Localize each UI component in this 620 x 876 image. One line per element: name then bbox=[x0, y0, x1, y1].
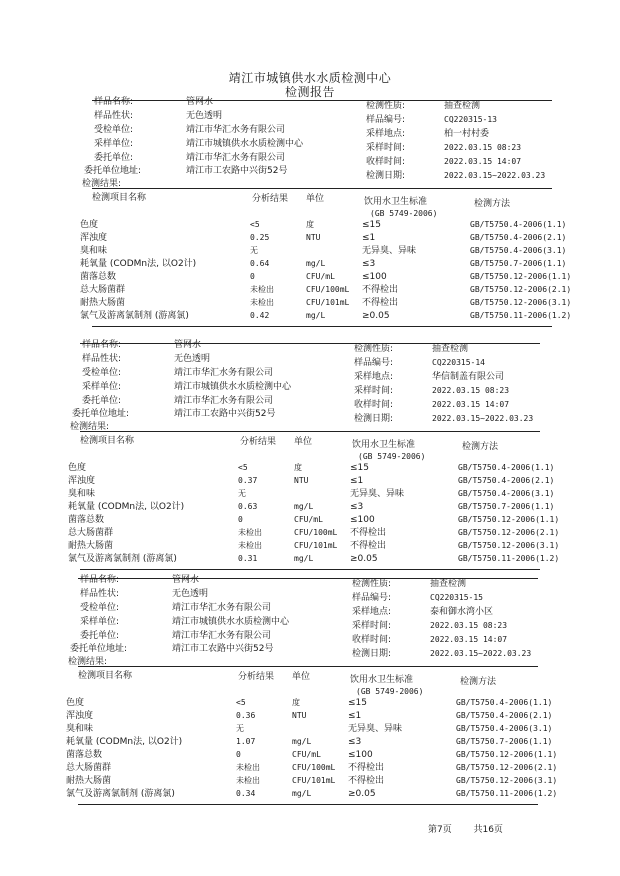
label-sample-nature: 样品性状: bbox=[94, 111, 134, 121]
value-sample-name: 管网水 bbox=[186, 97, 214, 107]
row-item: 总大肠菌群 bbox=[80, 285, 126, 295]
row-unit: 度 bbox=[294, 463, 302, 472]
row-standard: 不得检出 bbox=[348, 763, 385, 773]
row-method: GB/T5750.12-2006(3.1) bbox=[456, 776, 558, 785]
row-standard: ≤1 bbox=[348, 711, 362, 721]
row-standard: ≤100 bbox=[350, 515, 375, 525]
label-sampling-time: 采样时间: bbox=[366, 143, 406, 153]
row-standard: ≤15 bbox=[348, 698, 367, 708]
row-item: 臭和味 bbox=[66, 724, 94, 734]
label-sampling-time: 采样时间: bbox=[354, 386, 394, 396]
value-inspected-unit: 靖江市华汇水务有限公司 bbox=[186, 125, 286, 135]
label-test-nature: 检测性质: bbox=[352, 579, 392, 589]
row-unit: 度 bbox=[306, 220, 314, 229]
row-item: 耗氧量 (CODMn法, 以O2计) bbox=[66, 737, 183, 747]
divider-line bbox=[80, 431, 540, 432]
divider-line bbox=[78, 666, 538, 667]
row-standard: 无异臭、异味 bbox=[362, 246, 417, 256]
row-result: 未检出 bbox=[238, 541, 262, 550]
row-unit: CFU/mL bbox=[294, 515, 323, 524]
row-item: 菌落总数 bbox=[68, 515, 105, 525]
value-sampling-unit: 靖江市城镇供水水质检测中心 bbox=[174, 382, 292, 392]
results-label: 检测结果: bbox=[68, 657, 108, 667]
value-sampling-unit: 靖江市城镇供水水质检测中心 bbox=[172, 617, 290, 627]
label-test-date: 检测日期: bbox=[352, 649, 392, 659]
col-result-header: 分析结果 bbox=[238, 672, 275, 682]
label-sampling-site: 采样地点: bbox=[366, 129, 406, 139]
divider-line bbox=[92, 100, 552, 101]
sample-section bbox=[0, 243, 608, 564]
value-sample-nature: 无色透明 bbox=[172, 589, 209, 599]
divider-line bbox=[92, 188, 552, 189]
row-standard: 不得检出 bbox=[362, 285, 399, 295]
col-standard-ref: (GB 5749-2006) bbox=[370, 209, 438, 218]
value-sampling-site: 华信制盖有限公司 bbox=[432, 372, 505, 382]
row-item: 色度 bbox=[68, 463, 87, 473]
row-result: 0.31 bbox=[238, 554, 258, 563]
row-item: 浑浊度 bbox=[66, 711, 94, 721]
row-method: GB/T5750.12-2006(1.1) bbox=[458, 515, 560, 524]
row-item: 总大肠菌群 bbox=[68, 528, 114, 538]
row-unit: CFU/100mL bbox=[292, 763, 336, 772]
row-unit: CFU/mL bbox=[292, 750, 321, 759]
row-item: 色度 bbox=[80, 220, 99, 230]
row-method: GB/T5750.12-2006(3.1) bbox=[458, 541, 560, 550]
value-sample-name: 管网水 bbox=[174, 340, 202, 350]
row-result: 0.42 bbox=[250, 311, 270, 320]
row-standard: 无异臭、异味 bbox=[350, 489, 405, 499]
value-inspected-unit: 靖江市华汇水务有限公司 bbox=[172, 603, 272, 613]
row-method: GB/T5750.4-2006(3.1) bbox=[470, 246, 567, 255]
value-test-date: 2022.03.15~2022.03.23 bbox=[432, 414, 534, 423]
row-result: 0 bbox=[238, 515, 243, 524]
label-receive-time: 收样时间: bbox=[354, 400, 394, 410]
row-method: GB/T5750.7-2006(1.1) bbox=[458, 502, 555, 511]
row-unit: mg/L bbox=[306, 259, 326, 268]
label-sample-no: 样品编号: bbox=[366, 115, 406, 125]
row-item: 菌落总数 bbox=[66, 750, 103, 760]
row-standard: ≤15 bbox=[362, 220, 381, 230]
value-sampling-time: 2022.03.15 08:23 bbox=[444, 143, 522, 152]
col-item-header: 检测项目名称 bbox=[92, 193, 147, 203]
row-item: 浑浊度 bbox=[80, 233, 108, 243]
value-sample-no: CQ220315-15 bbox=[430, 593, 483, 602]
value-client-unit: 靖江市华汇水务有限公司 bbox=[172, 631, 272, 641]
label-receive-time: 收样时间: bbox=[366, 157, 406, 167]
page-number: 第7页 bbox=[428, 825, 452, 835]
row-method: GB/T5750.4-2006(2.1) bbox=[458, 476, 555, 485]
col-item-header: 检测项目名称 bbox=[80, 436, 135, 446]
row-item: 耗氧量 (CODMn法, 以O2计) bbox=[80, 259, 197, 269]
col-result-header: 分析结果 bbox=[240, 437, 277, 447]
value-sample-name: 管网水 bbox=[172, 575, 200, 585]
value-test-nature: 抽查检测 bbox=[432, 344, 469, 354]
label-sampling-site: 采样地点: bbox=[354, 372, 394, 382]
row-standard: 不得检出 bbox=[350, 541, 387, 551]
value-receive-time: 2022.03.15 14:07 bbox=[430, 635, 508, 644]
row-unit: CFU/100mL bbox=[294, 528, 338, 537]
row-result: 未检出 bbox=[236, 776, 260, 785]
col-method-header: 检测方法 bbox=[474, 199, 511, 209]
label-sampling-unit: 采样单位: bbox=[82, 382, 122, 392]
col-result-header: 分析结果 bbox=[252, 194, 289, 204]
row-standard: ≤100 bbox=[362, 272, 387, 282]
row-result: 无 bbox=[250, 246, 258, 255]
sample-section bbox=[0, 478, 606, 799]
col-standard-ref: (GB 5749-2006) bbox=[356, 687, 424, 696]
row-item: 菌落总数 bbox=[80, 272, 117, 282]
row-method: GB/T5750.12-2006(2.1) bbox=[470, 285, 572, 294]
value-sampling-time: 2022.03.15 08:23 bbox=[432, 386, 510, 395]
row-unit: CFU/101mL bbox=[306, 298, 350, 307]
page-footer bbox=[428, 822, 503, 835]
row-standard: ≤3 bbox=[362, 259, 376, 269]
row-method: GB/T5750.4-2006(2.1) bbox=[470, 233, 567, 242]
row-result: 未检出 bbox=[250, 285, 274, 294]
row-unit: mg/L bbox=[292, 737, 312, 746]
col-standard-header: 饮用水卫生标准 bbox=[364, 197, 428, 207]
row-result: 1.07 bbox=[236, 737, 256, 746]
row-item: 氯气及游离氯制剂 (游离氯) bbox=[68, 554, 177, 564]
value-test-nature: 抽查检测 bbox=[430, 579, 467, 589]
value-receive-time: 2022.03.15 14:07 bbox=[432, 400, 510, 409]
row-method: GB/T5750.12-2006(1.1) bbox=[470, 272, 572, 281]
col-unit-header: 单位 bbox=[306, 194, 325, 204]
col-unit-header: 单位 bbox=[294, 437, 313, 447]
label-sample-name: 样品名称: bbox=[80, 575, 120, 585]
value-sample-nature: 无色透明 bbox=[186, 111, 223, 121]
col-standard-header: 饮用水卫生标准 bbox=[352, 440, 416, 450]
value-client-unit: 靖江市华汇水务有限公司 bbox=[186, 153, 286, 163]
row-result: 0 bbox=[236, 750, 241, 759]
row-method: GB/T5750.11-2006(1.2) bbox=[470, 311, 572, 320]
col-method-header: 检测方法 bbox=[460, 677, 497, 687]
results-label: 检测结果: bbox=[82, 179, 122, 189]
value-sampling-time: 2022.03.15 08:23 bbox=[430, 621, 508, 630]
label-test-nature: 检测性质: bbox=[366, 101, 406, 111]
row-item: 臭和味 bbox=[80, 246, 108, 256]
row-unit: mg/L bbox=[292, 789, 312, 798]
value-sample-no: CQ220315-14 bbox=[432, 358, 485, 367]
row-standard: 不得检出 bbox=[350, 528, 387, 538]
label-sample-no: 样品编号: bbox=[354, 358, 394, 368]
row-standard: ≤3 bbox=[350, 502, 364, 512]
row-standard: ≤3 bbox=[348, 737, 362, 747]
label-sample-nature: 样品性状: bbox=[82, 354, 122, 364]
row-result: <5 bbox=[236, 698, 246, 707]
label-client-unit: 委托单位: bbox=[80, 631, 120, 641]
divider-line bbox=[78, 804, 538, 805]
label-inspected-unit: 受检单位: bbox=[94, 125, 134, 135]
row-item: 总大肠菌群 bbox=[66, 763, 112, 773]
row-result: 0.64 bbox=[250, 259, 270, 268]
row-standard: ≥0.05 bbox=[362, 311, 390, 321]
row-standard: ≤1 bbox=[362, 233, 376, 243]
col-item-header: 检测项目名称 bbox=[78, 671, 133, 681]
row-unit: CFU/100mL bbox=[306, 285, 350, 294]
row-result: 0.37 bbox=[238, 476, 258, 485]
row-result: 未检出 bbox=[236, 763, 260, 772]
label-sample-no: 样品编号: bbox=[352, 593, 392, 603]
row-standard: 不得检出 bbox=[348, 776, 385, 786]
row-method: GB/T5750.4-2006(2.1) bbox=[456, 711, 553, 720]
row-method: GB/T5750.12-2006(1.1) bbox=[456, 750, 558, 759]
row-unit: CFU/mL bbox=[306, 272, 335, 281]
row-item: 氯气及游离氯制剂 (游离氯) bbox=[66, 789, 175, 799]
row-item: 耐热大肠菌 bbox=[80, 298, 126, 308]
divider-line bbox=[78, 578, 538, 579]
row-unit: 度 bbox=[292, 698, 300, 707]
value-sample-no: CQ220315-13 bbox=[444, 115, 497, 124]
report-title: 检测报告 bbox=[284, 85, 335, 99]
row-result: 未检出 bbox=[250, 298, 274, 307]
row-unit: NTU bbox=[292, 711, 307, 720]
label-test-nature: 检测性质: bbox=[354, 344, 394, 354]
row-item: 耐热大肠菌 bbox=[66, 776, 112, 786]
label-client-unit: 委托单位: bbox=[94, 153, 134, 163]
row-item: 氯气及游离氯制剂 (游离氯) bbox=[80, 311, 189, 321]
row-item: 浑浊度 bbox=[68, 476, 96, 486]
row-standard: ≥0.05 bbox=[348, 789, 376, 799]
row-method: GB/T5750.7-2006(1.1) bbox=[456, 737, 553, 746]
row-method: GB/T5750.4-2006(1.1) bbox=[456, 698, 553, 707]
row-item: 耗氧量 (CODMn法, 以O2计) bbox=[68, 502, 185, 512]
label-sample-nature: 样品性状: bbox=[80, 589, 120, 599]
col-method-header: 检测方法 bbox=[462, 442, 499, 452]
row-method: GB/T5750.12-2006(3.1) bbox=[470, 298, 572, 307]
row-standard: ≤1 bbox=[350, 476, 364, 486]
row-method: GB/T5750.4-2006(3.1) bbox=[456, 724, 553, 733]
row-result: 0.63 bbox=[238, 502, 258, 511]
value-receive-time: 2022.03.15 14:07 bbox=[444, 157, 522, 166]
org-title: 靖江市城镇供水水质检测中心 bbox=[228, 71, 392, 85]
row-method: GB/T5750.4-2006(3.1) bbox=[458, 489, 555, 498]
label-sampling-unit: 采样单位: bbox=[80, 617, 120, 627]
row-standard: ≥0.05 bbox=[350, 554, 378, 564]
value-sampling-unit: 靖江市城镇供水水质检测中心 bbox=[186, 139, 304, 149]
label-sampling-time: 采样时间: bbox=[352, 621, 392, 631]
label-inspected-unit: 受检单位: bbox=[80, 603, 120, 613]
row-result: 0.34 bbox=[236, 789, 256, 798]
value-test-date: 2022.03.15~2022.03.23 bbox=[430, 649, 532, 658]
value-sample-nature: 无色透明 bbox=[174, 354, 211, 364]
value-client-address: 靖江市工农路中兴街52号 bbox=[172, 644, 274, 654]
row-method: GB/T5750.11-2006(1.2) bbox=[458, 554, 560, 563]
label-client-address: 委托单位地址: bbox=[84, 166, 142, 176]
row-method: GB/T5750.4-2006(1.1) bbox=[458, 463, 555, 472]
row-item: 臭和味 bbox=[68, 489, 96, 499]
label-client-address: 委托单位地址: bbox=[70, 644, 128, 654]
row-item: 耐热大肠菌 bbox=[68, 541, 114, 551]
value-sampling-site: 柏一村村委 bbox=[444, 129, 490, 139]
page-total: 共16页 bbox=[473, 825, 503, 835]
value-client-address: 靖江市工农路中兴街52号 bbox=[186, 166, 288, 176]
label-sampling-unit: 采样单位: bbox=[94, 139, 134, 149]
row-result: 无 bbox=[236, 724, 244, 733]
row-method: GB/T5750.4-2006(1.1) bbox=[470, 220, 567, 229]
row-unit: NTU bbox=[294, 476, 309, 485]
label-test-date: 检测日期: bbox=[354, 414, 394, 424]
value-client-unit: 靖江市华汇水务有限公司 bbox=[174, 396, 274, 406]
row-result: 无 bbox=[238, 489, 246, 498]
sample-section bbox=[0, 0, 620, 321]
value-inspected-unit: 靖江市华汇水务有限公司 bbox=[174, 368, 274, 378]
row-result: 未检出 bbox=[238, 528, 262, 537]
row-result: 0 bbox=[250, 272, 255, 281]
row-item: 色度 bbox=[66, 698, 85, 708]
row-method: GB/T5750.7-2006(1.1) bbox=[470, 259, 567, 268]
label-sample-name: 样品名称: bbox=[82, 340, 122, 350]
row-unit: NTU bbox=[306, 233, 321, 242]
row-method: GB/T5750.12-2006(2.1) bbox=[458, 528, 560, 537]
label-inspected-unit: 受检单位: bbox=[82, 368, 122, 378]
row-unit: CFU/101mL bbox=[294, 541, 338, 550]
label-sample-name: 样品名称: bbox=[94, 97, 134, 107]
value-test-date: 2022.03.15~2022.03.23 bbox=[444, 171, 546, 180]
row-method: GB/T5750.11-2006(1.2) bbox=[456, 789, 558, 798]
label-receive-time: 收样时间: bbox=[352, 635, 392, 645]
row-unit: mg/L bbox=[294, 502, 314, 511]
row-standard: ≤15 bbox=[350, 463, 369, 473]
row-unit: mg/L bbox=[306, 311, 326, 320]
results-label: 检测结果: bbox=[70, 422, 110, 432]
divider-line bbox=[80, 343, 540, 344]
label-sampling-site: 采样地点: bbox=[352, 607, 392, 617]
row-result: <5 bbox=[250, 220, 260, 229]
value-client-address: 靖江市工农路中兴街52号 bbox=[174, 409, 276, 419]
row-unit: mg/L bbox=[294, 554, 314, 563]
col-unit-header: 单位 bbox=[292, 672, 311, 682]
col-standard-header: 饮用水卫生标准 bbox=[350, 675, 414, 685]
row-unit: CFU/101mL bbox=[292, 776, 336, 785]
row-standard: ≤100 bbox=[348, 750, 373, 760]
value-sampling-site: 泰和御水湾小区 bbox=[430, 607, 494, 617]
value-test-nature: 抽查检测 bbox=[444, 101, 481, 111]
row-method: GB/T5750.12-2006(2.1) bbox=[456, 763, 558, 772]
row-standard: 不得检出 bbox=[362, 298, 399, 308]
label-test-date: 检测日期: bbox=[366, 171, 406, 181]
row-standard: 无异臭、异味 bbox=[348, 724, 403, 734]
row-result: 0.25 bbox=[250, 233, 270, 242]
label-client-unit: 委托单位: bbox=[82, 396, 122, 406]
col-standard-ref: (GB 5749-2006) bbox=[358, 452, 426, 461]
row-result: <5 bbox=[238, 463, 248, 472]
label-client-address: 委托单位地址: bbox=[72, 409, 130, 419]
row-result: 0.36 bbox=[236, 711, 256, 720]
